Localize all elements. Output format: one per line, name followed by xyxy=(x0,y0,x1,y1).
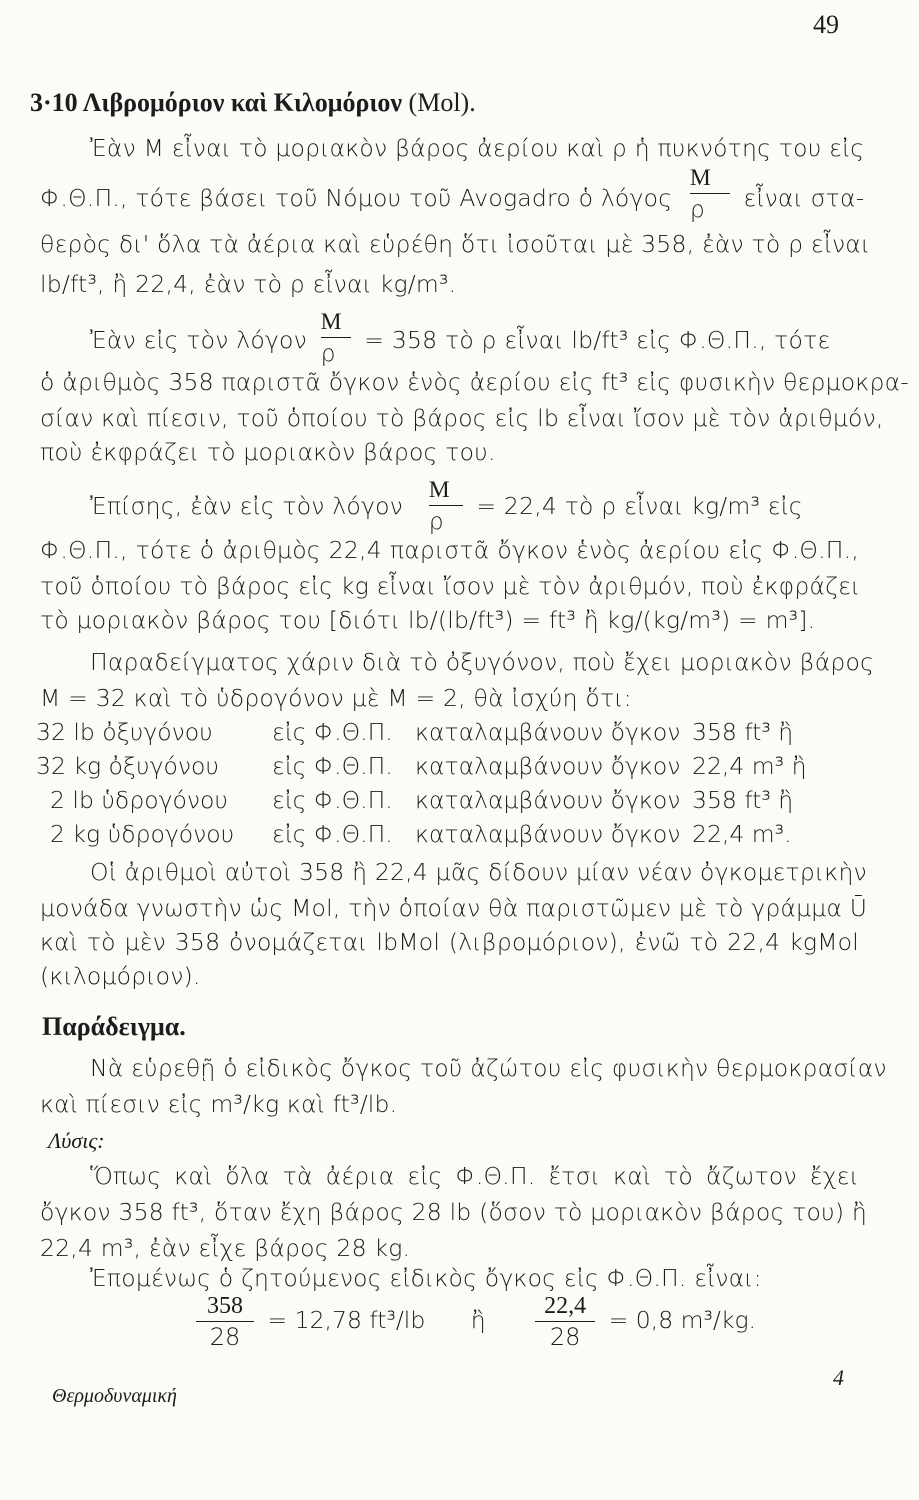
fraction-numerator: M xyxy=(320,309,342,335)
table-row xyxy=(0,718,919,750)
p7-line1: Ὅπως καὶ ὅλα τὰ ἀέρια εἰς Φ.Θ.Π. ἔτσι καὶ τὸ ἄζωτον ἔχει xyxy=(90,1162,859,1190)
result-1: = 12,78 ft³/lb xyxy=(267,1306,426,1334)
p7-line4: Ἐπομένως ὁ ζητούμενος εἰδικὸς ὄγκος εἰς Φ.Θ.Π. εἶναι: xyxy=(90,1264,762,1292)
p5-line1: Οἱ ἀριθμοὶ αὐτοὶ 358 ἢ 22,4 μᾶς δίδουν μίαν νέαν ὀγκομετρικὴν xyxy=(90,858,867,886)
section-number: 3·10 xyxy=(30,88,78,117)
table-cell-verb: καταλαμβάνουν ὄγκον xyxy=(415,718,681,746)
p7-line3: 22,4 m³, ἐὰν εἶχε βάρος 28 kg. xyxy=(40,1234,411,1262)
table-cell-verb: καταλαμβάνουν ὄγκον xyxy=(415,820,681,848)
signature-mark: 4 xyxy=(833,1365,844,1390)
table-cell-volume: 358 ft³ ἢ xyxy=(692,718,794,746)
table-cell-condition: εἰς Φ.Θ.Π. xyxy=(272,786,393,814)
fraction-denominator: ρ xyxy=(689,195,705,223)
fraction-numerator: M xyxy=(689,165,711,191)
result-equation xyxy=(190,1292,756,1351)
table-cell-volume: 22,4 m³. xyxy=(692,820,792,848)
table-row xyxy=(14,786,919,818)
p3-line1-end: = 22,4 τὸ ρ εἶναι kg/m³ εἰς xyxy=(476,492,803,520)
p5-line4: (κιλομόριον). xyxy=(40,962,201,990)
p4-line2: M = 32 καὶ τὸ ὑδρογόνον μὲ M = 2, θὰ ἰσχύη ὅτι: xyxy=(40,684,632,712)
fraction-358-over-28 xyxy=(196,1292,254,1351)
p3-line1 xyxy=(90,478,859,537)
fraction-numerator: 358 xyxy=(207,1293,243,1319)
p2-line1-end: = 358 τὸ ρ εἶναι lb/ft³ εἰς Φ.Θ.Π., τότε xyxy=(364,326,831,354)
p5-line2: μονάδα γνωστὴν ὡς Mol, τὴν ὁποίαν θὰ παριστῶμεν μὲ τὸ γράμμα Ū xyxy=(40,894,868,922)
table-cell-condition: εἰς Φ.Θ.Π. xyxy=(272,752,393,780)
p1-line3: θερὸς δι' ὅλα τὰ ἀέρια καὶ εὑρέθη ὅτι ἰσοῦται μὲ 358, ἐὰν τὸ ρ εἶναι xyxy=(40,230,871,258)
footer-book-title: Θερμοδυναμική xyxy=(52,1385,177,1407)
table-row xyxy=(0,752,919,784)
p6-line2: καὶ πίεσιν εἰς m³/kg καὶ ft³/lb. xyxy=(40,1090,398,1118)
p2-line2: ὁ ἀριθμὸς 358 παριστᾶ ὄγκον ἑνὸς ἀερίου εἰς ft³ εἰς φυσικὴν θερμοκρα- xyxy=(40,368,909,396)
p7-line2: ὄγκον 358 ft³, ὅταν ἔχη βάρος 28 lb (ὅσον τὸ μοριακὸν βάρος του) ἢ xyxy=(40,1198,867,1226)
p3-line3: τοῦ ὁποίου τὸ βάρος εἰς kg εἶναι ἴσον μὲ τὸν ἀριθμόν, ποὺ ἐκφράζει xyxy=(40,572,861,600)
fraction-22-4-over-28 xyxy=(535,1292,595,1351)
fraction-denominator: 28 xyxy=(549,1323,581,1351)
fraction-numerator: M xyxy=(428,477,450,503)
table-cell-volume: 22,4 m³ ἢ xyxy=(692,752,807,780)
p1-line2-end: εἶναι στα- xyxy=(743,184,865,212)
table-cell-mass: 32 lb ὀξυγόνου xyxy=(36,718,213,746)
section-title: Λιβρομόριον καὶ Κιλομόριον xyxy=(82,88,403,117)
fraction-m-over-rho xyxy=(321,308,351,367)
fraction-numerator: 22,4 xyxy=(544,1293,587,1319)
page-number: 49 xyxy=(813,10,839,39)
p4-line1: Παραδείγματος χάριν διὰ τὸ ὀξυγόνον, ποὺ ἔχει μοριακὸν βάρος xyxy=(90,648,875,676)
p6-line1: Νὰ εὑρεθῇ ὁ εἰδικὸς ὄγκος τοῦ ἀζώτου εἰς φυσικὴν θερμοκρασίαν xyxy=(90,1054,887,1082)
p3-line2: Φ.Θ.Π., τότε ὁ ἀριθμὸς 22,4 παριστᾶ ὄγκον ἑνὸς ἀερίου εἰς Φ.Θ.Π., xyxy=(40,536,859,564)
table-cell-volume: 358 ft³ ἢ xyxy=(692,786,794,814)
p1-line4: lb/ft³, ἢ 22,4, ἐὰν τὸ ρ εἶναι kg/m³. xyxy=(40,270,457,298)
fraction-m-over-rho xyxy=(690,164,730,223)
table-row xyxy=(14,820,919,852)
p3-line1-text: Ἐπίσης, ἐὰν εἰς τὸν λόγον xyxy=(90,492,404,520)
p2-line4: ποὺ ἐκφράζει τὸ μοριακὸν βάρος του. xyxy=(40,438,496,466)
table-cell-verb: καταλαμβάνουν ὄγκον xyxy=(415,752,681,780)
p1-line2 xyxy=(40,165,865,229)
fraction-denominator: 28 xyxy=(209,1323,241,1351)
table-cell-mass: 2 lb ὑδρογόνου xyxy=(50,786,228,814)
p3-line4: τὸ μοριακὸν βάρος του [διότι lb/(lb/ft³) = ft³ ἢ kg/(kg/m³) = m³]. xyxy=(40,606,816,634)
solution-title: Λύσις: xyxy=(48,1128,105,1153)
result-or: ἢ xyxy=(470,1306,486,1334)
p1-line1: Ἐὰν M εἶναι τὸ μοριακὸν βάρος ἀερίου καὶ ρ ἡ πυκνότης του εἰς xyxy=(90,134,865,162)
p2-line1-text: Ἐὰν εἰς τὸν λόγον xyxy=(90,326,307,354)
section-title-paren: (Mol). xyxy=(408,88,476,117)
p2-line3: σίαν καὶ πίεσιν, τοῦ ὁποίου τὸ βάρος εἰς lb εἶναι ἴσον μὲ τὸν ἀριθμόν, xyxy=(40,404,884,432)
p1-line2-text: Φ.Θ.Π., τότε βάσει τοῦ Νόμου τοῦ Avogadro ὁ λόγος xyxy=(40,184,673,212)
table-cell-condition: εἰς Φ.Θ.Π. xyxy=(272,820,393,848)
section-heading xyxy=(30,88,476,118)
fraction-m-over-rho xyxy=(429,476,463,535)
fraction-denominator: ρ xyxy=(428,507,444,535)
p2-line1 xyxy=(90,309,859,371)
table-cell-verb: καταλαμβάνουν ὄγκον xyxy=(415,786,681,814)
p5-line3: καὶ τὸ μὲν 358 ὀνομάζεται lbMol (λιβρομόριον), ἐνῶ τὸ 22,4 kgMol xyxy=(40,928,859,956)
result-2: = 0,8 m³/kg. xyxy=(608,1306,757,1334)
fraction-denominator: ρ xyxy=(320,339,336,367)
example-title: Παράδειγμα. xyxy=(42,1012,186,1041)
table-cell-mass: 2 kg ὑδρογόνου xyxy=(50,820,235,848)
table-cell-mass: 32 kg ὀξυγόνου xyxy=(36,752,220,780)
table-cell-condition: εἰς Φ.Θ.Π. xyxy=(272,718,393,746)
